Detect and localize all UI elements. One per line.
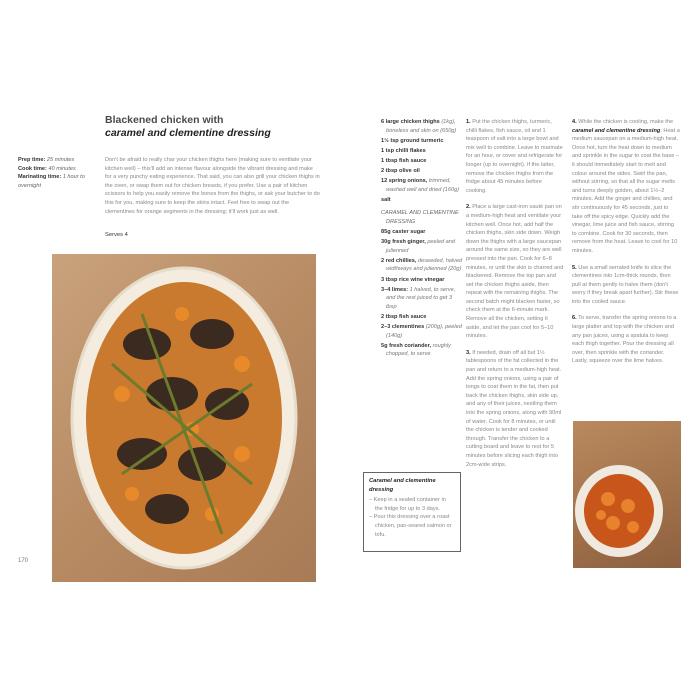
method-step: 3. If needed, drain off all but 1½ tablespoons of the fat collected in the pan and return to a medium-high heat. Add the spring onions, using a pair of tongs to coat them in the fat, then put back the chicken thighs, skin side up, and any of their juices, nestling them into the spring onions, along with 90ml of water. Cook for 8 minutes, or until the chicken is tender and cooked through. Transfer the chicken to a cutting board and leave to rest for 5 minutes before slicing each thigh into 2cm-wide strips. <box>466 349 562 468</box>
ingredient: 1 tbsp fish sauce <box>381 157 427 164</box>
tip-item: – Pour this dressing over a roast chicken, pan-seared salmon or tofu. <box>369 514 452 538</box>
title-line-2: caramel and clementine dressing <box>105 127 271 139</box>
ingredient: 1½ tsp ground turmeric <box>381 137 444 144</box>
method-column-2 <box>572 118 680 374</box>
method-step: 4. While the chicken is cooling, make the caramel and clementine dressing. Heat a medium saucepan on a medium-high heat. Once hot, turn the heat down to medium and sprinkle in the sugar to coat the base – it should immediately start to melt and colour around the sides. Swirl the pan, without stirring, so that all the sugar melts and turns deeply golden, about 1½–2 minutes. Add the ginger and chillies, and stir continuously for 45 seconds, just to take off the spicy edge. Quickly add the vinegar, lime juice and fish sauce, stirring to combine. Cook for 30 seconds, then remove from the heat. Leave to cool for 10 minutes. <box>572 119 680 254</box>
serves: Serves 4 <box>105 232 128 238</box>
ingredient: 12 spring onions, trimmed, washed well and dried (160g) <box>381 178 460 193</box>
dressing-bowl-photo <box>573 421 681 568</box>
tip-box <box>363 472 461 552</box>
prep-value: 25 minutes <box>46 157 75 163</box>
recipe-intro: Don't be afraid to really char your chicken thighs here (making sure to ventilate your kitchen well) – this'll add an intense flavour alongside the vibrant dressing and make for a very punchy eating experience. That said, you can also grill your chicken thighs in the oven, or swap them out for chicken breasts, if you prefer. Use a pair of kitchen scissors to help you easily remove the bones from the thighs, or ask your butcher to do this for you, making sure to keep the skins intact. Feel free to swap out the clementines for orange segments in the dressing; it'll work just as well. <box>105 157 320 215</box>
tip-box-title: Caramel and clementine dressing <box>369 478 436 493</box>
ingredient: 2–3 clementines (200g), peeled (140g) <box>381 323 462 339</box>
ingredient: 6 large chicken thighs (1kg), boneless and skin on (650g) <box>381 119 457 134</box>
ingredient: 3 tbsp rice wine vinegar <box>381 276 445 283</box>
method-step: 2. Place a large cast-iron sauté pan on a medium-high heat and ventilate your kitchen well. Once hot, add half the chicken thighs, skin side down. Weigh down the thighs with a large saucepan around the same size, so they are well pressed into the pan. Cook for 6–8 minutes, or until the skin is charred and blackened. Remove the top pan and set the chicken thighs aside, then repeat with the remaining thighs. The second batch might blacken faster, so check them at the 6-minute mark. Remove all the chicken, setting it aside, and let the pan cool for 5–10 minutes. <box>466 204 564 340</box>
ingredient: 30g fresh ginger, peeled and julienned <box>381 239 456 254</box>
cook-label: Cook time: <box>18 165 47 172</box>
ingredient: 2 tbsp fish sauce <box>381 313 427 320</box>
marinate-label: Marinating time: <box>18 174 62 181</box>
method-step: 1. Put the chicken thighs, turmeric, chilli flakes, fish sauce, oil and 1 teaspoon of salt into a large bowl and mix well to combine. Leave to marinate for an hour, or cover and refrigerate for longer (up to overnight). If the latter, remove the chicken thighs from the fridge about 45 minutes before cooking. <box>466 119 563 194</box>
chicken-platter-photo <box>52 254 316 582</box>
ingredient: 85g caster sugar <box>381 229 426 236</box>
method-step: 6. To serve, transfer the spring onions to a large platter and top with the chicken and any pan juices, using a spatula to keep each thigh together. Pour the dressing all over, then sprinkle with the coriander. Lastly, squeeze over the lime halves. <box>572 315 677 365</box>
ingredients-list <box>381 118 463 360</box>
title-line-1: Blackened chicken with <box>105 114 224 126</box>
dressing-heading: CARAMEL AND CLEMENTINE DRESSING <box>381 210 459 225</box>
cook-value: 40 minutes <box>48 165 76 172</box>
ingredient: 3–4 limes: 1 halved, to serve, and the rest juiced to get 3 tbsp <box>381 286 456 310</box>
ingredient: 5g fresh coriander, roughly chopped, to serve <box>381 342 451 358</box>
tip-item: – Keep in a sealed container in the fridge for up to 3 days. <box>369 497 446 512</box>
ingredient: salt <box>381 196 391 203</box>
page-number: 170 <box>18 558 29 564</box>
ingredient: 1 tsp chilli flakes <box>381 147 426 154</box>
method-step: 5. Use a small serrated knife to slice the clementines into 1cm-thick rounds, then pull at them gently to halve them (don't worry if they break apart further). Stir these into the cooled sauce. <box>572 264 679 305</box>
prep-label: Prep time: <box>18 157 46 163</box>
ingredient: 2 tbsp olive oil <box>381 167 420 174</box>
marinate-value: 1 hour to overnight <box>18 174 85 189</box>
recipe-title <box>105 114 271 140</box>
ingredient: 2 red chillies, deseeded, halved widthways and julienned (20g) <box>381 257 463 273</box>
method-column-1 <box>466 118 564 477</box>
recipe-times <box>18 156 88 190</box>
